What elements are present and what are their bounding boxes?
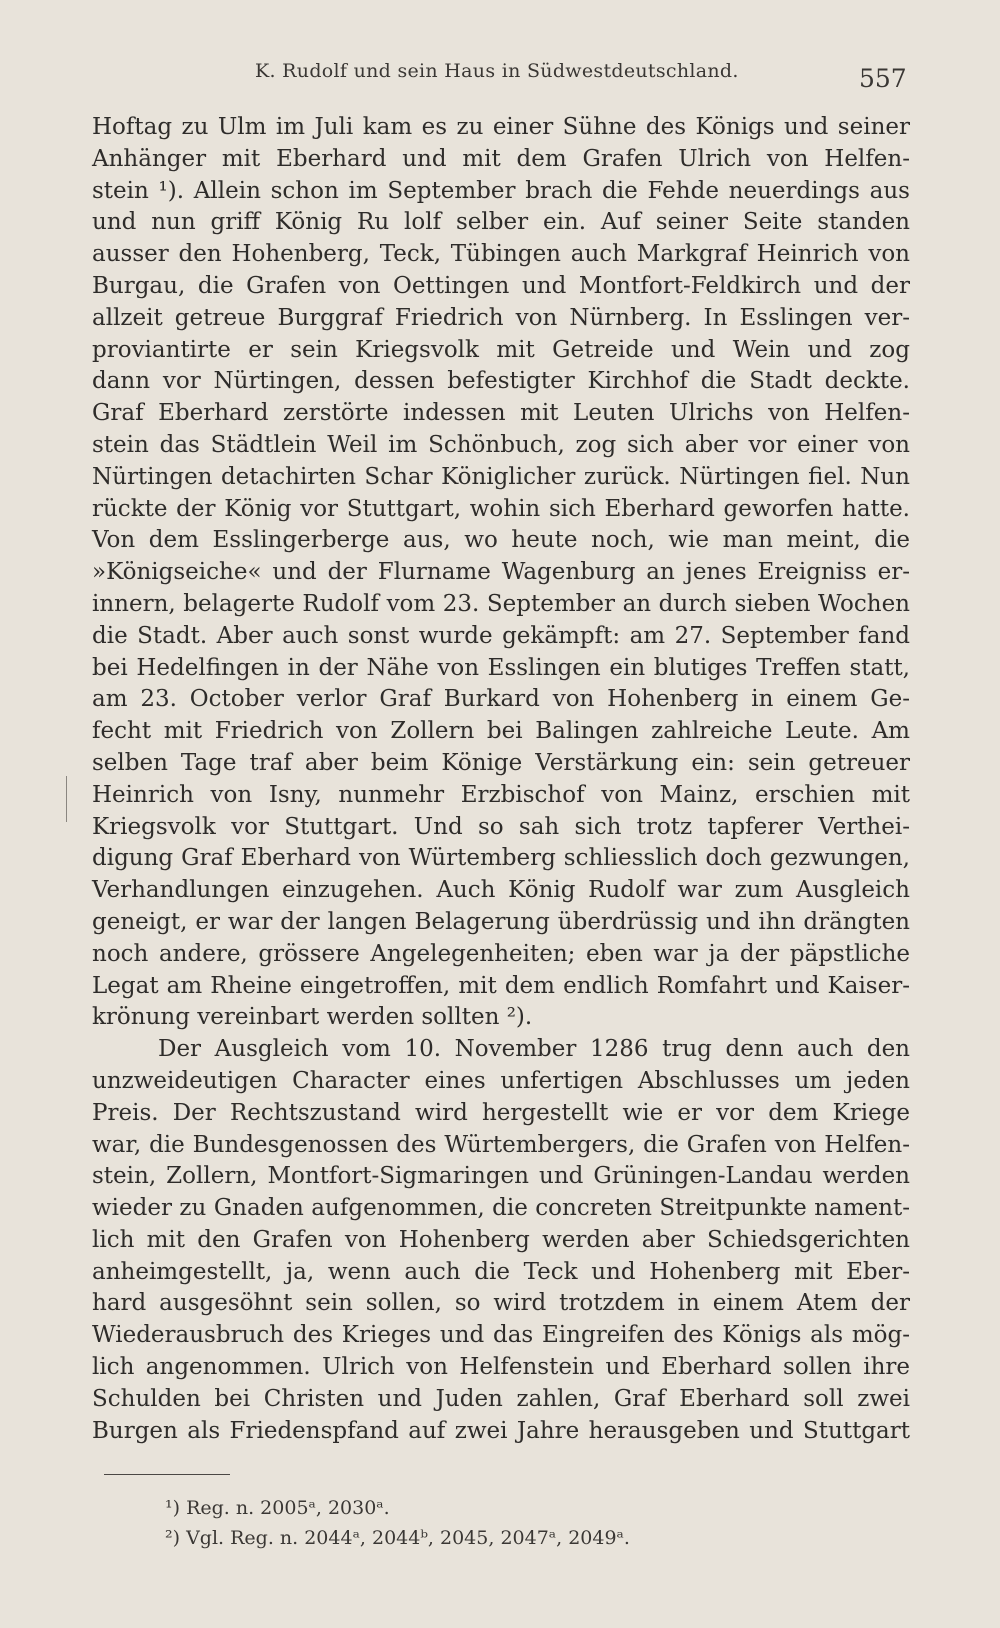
body-line: selben Tage traf aber beim Könige Verstärkung ein: sein getreuer (92, 749, 910, 776)
footnote-rule (104, 1474, 230, 1475)
body-text (92, 112, 910, 1447)
body-line: am 23. October verlor Graf Burkard von Hohenberg in einem Ge- (92, 686, 910, 713)
body-line: hard ausgesöhnt sein sollen, so wird trotzdem in einem Atem der (92, 1290, 910, 1317)
body-line: lich angenommen. Ulrich von Helfenstein und Eberhard sollen ihre (92, 1354, 910, 1381)
body-line: bei Hedelfingen in der Nähe von Esslingen ein blutiges Treffen statt, (92, 654, 910, 681)
paragraph-start-line: Der Ausgleich vom 10. November 1286 trug denn auch den (158, 1036, 910, 1063)
body-line: fecht mit Friedrich von Zollern bei Balingen zahlreiche Leute. Am (92, 718, 910, 745)
body-line: ausser den Hohenberg, Teck, Tübingen auch Markgraf Heinrich von (92, 241, 910, 268)
body-line: Heinrich von Isny, nunmehr Erzbischof von Mainz, erschien mit (92, 781, 910, 808)
running-head: K. Rudolf und sein Haus in Südwestdeutschland. (255, 60, 739, 82)
body-line: Burgau, die Grafen von Oettingen und Montfort-Feldkirch und der (92, 272, 910, 299)
footnote: ¹) Reg. n. 2005ᵃ, 2030ᵃ. (165, 1497, 390, 1519)
page-number: 557 (859, 64, 907, 93)
body-line: lich mit den Grafen von Hohenberg werden aber Schiedsgerichten (92, 1226, 910, 1253)
body-line: unzweideutigen Character eines unfertigen Abschlusses um jeden (92, 1067, 910, 1094)
body-line: dann vor Nürtingen, dessen befestigter Kirchhof die Stadt deckte. (92, 368, 910, 395)
body-line: Von dem Esslingerberge aus, wo heute noch, wie man meint, die (92, 527, 910, 554)
body-line: Legat am Rheine eingetroffen, mit dem endlich Romfahrt und Kaiser- (92, 972, 910, 999)
body-line: innern, belagerte Rudolf vom 23. September an durch sieben Wochen (92, 590, 910, 617)
body-line: Schulden bei Christen und Juden zahlen, Graf Eberhard soll zwei (92, 1385, 910, 1412)
margin-pencil-mark (66, 776, 67, 822)
body-line: und nun griff König Ru lolf selber ein. Auf seiner Seite standen (92, 209, 910, 236)
body-line: geneigt, er war der langen Belagerung überdrüssig und ihn drängten (92, 908, 910, 935)
body-line: die Stadt. Aber auch sonst wurde gekämpft: am 27. September fand (92, 622, 910, 649)
body-line: wieder zu Gnaden aufgenommen, die concreten Streitpunkte nament- (92, 1195, 910, 1222)
body-line: digung Graf Eberhard von Würtemberg schliesslich doch gezwungen, (92, 845, 910, 872)
body-line: Kriegsvolk vor Stuttgart. Und so sah sich trotz tapferer Verthei- (92, 813, 910, 840)
body-line: stein, Zollern, Montfort-Sigmaringen und Grüningen-Landau werden (92, 1163, 910, 1190)
body-line: stein ¹). Allein schon im September brach die Fehde neuerdings aus (92, 177, 910, 204)
body-line: rückte der König vor Stuttgart, wohin sich Eberhard geworfen hatte. (92, 495, 910, 522)
body-line: Graf Eberhard zerstörte indessen mit Leuten Ulrichs von Helfen- (92, 400, 910, 427)
body-line: noch andere, grössere Angelegenheiten; eben war ja der päpstliche (92, 940, 910, 967)
body-line: stein das Städtlein Weil im Schönbuch, zog sich aber vor einer von (92, 431, 910, 458)
footnote: ²) Vgl. Reg. n. 2044ᵃ, 2044ᵇ, 2045, 2047ᵃ, 2049ᵃ. (165, 1527, 630, 1549)
body-line: Burgen als Friedenspfand auf zwei Jahre herausgeben und Stuttgart (92, 1417, 910, 1444)
body-line: Wiederausbruch des Krieges und das Eingreifen des Königs als mög- (92, 1322, 910, 1349)
body-line: krönung vereinbart werden sollten ²). (92, 1004, 533, 1031)
body-line: war, die Bundesgenossen des Würtembergers, die Grafen von Helfen- (92, 1131, 910, 1158)
footnotes (165, 1493, 630, 1553)
body-line: Verhandlungen einzugehen. Auch König Rudolf war zum Ausgleich (92, 877, 910, 904)
body-line: proviantirte er sein Kriegsvolk mit Getreide und Wein und zog (92, 336, 910, 363)
body-line: Nürtingen detachirten Schar Königlicher zurück. Nürtingen fiel. Nun (92, 463, 910, 490)
body-line: Preis. Der Rechtszustand wird hergestellt wie er vor dem Kriege (92, 1099, 910, 1126)
body-line: »Königseiche« und der Flurname Wagenburg an jenes Ereigniss er- (92, 559, 910, 586)
body-line: Hoftag zu Ulm im Juli kam es zu einer Sühne des Königs und seiner (92, 114, 910, 140)
body-line: Anhänger mit Eberhard und mit dem Grafen Ulrich von Helfen- (92, 145, 910, 172)
body-line: allzeit getreue Burggraf Friedrich von Nürnberg. In Esslingen ver- (92, 304, 910, 331)
body-line: anheimgestellt, ja, wenn auch die Teck und Hohenberg mit Eber- (92, 1258, 910, 1285)
